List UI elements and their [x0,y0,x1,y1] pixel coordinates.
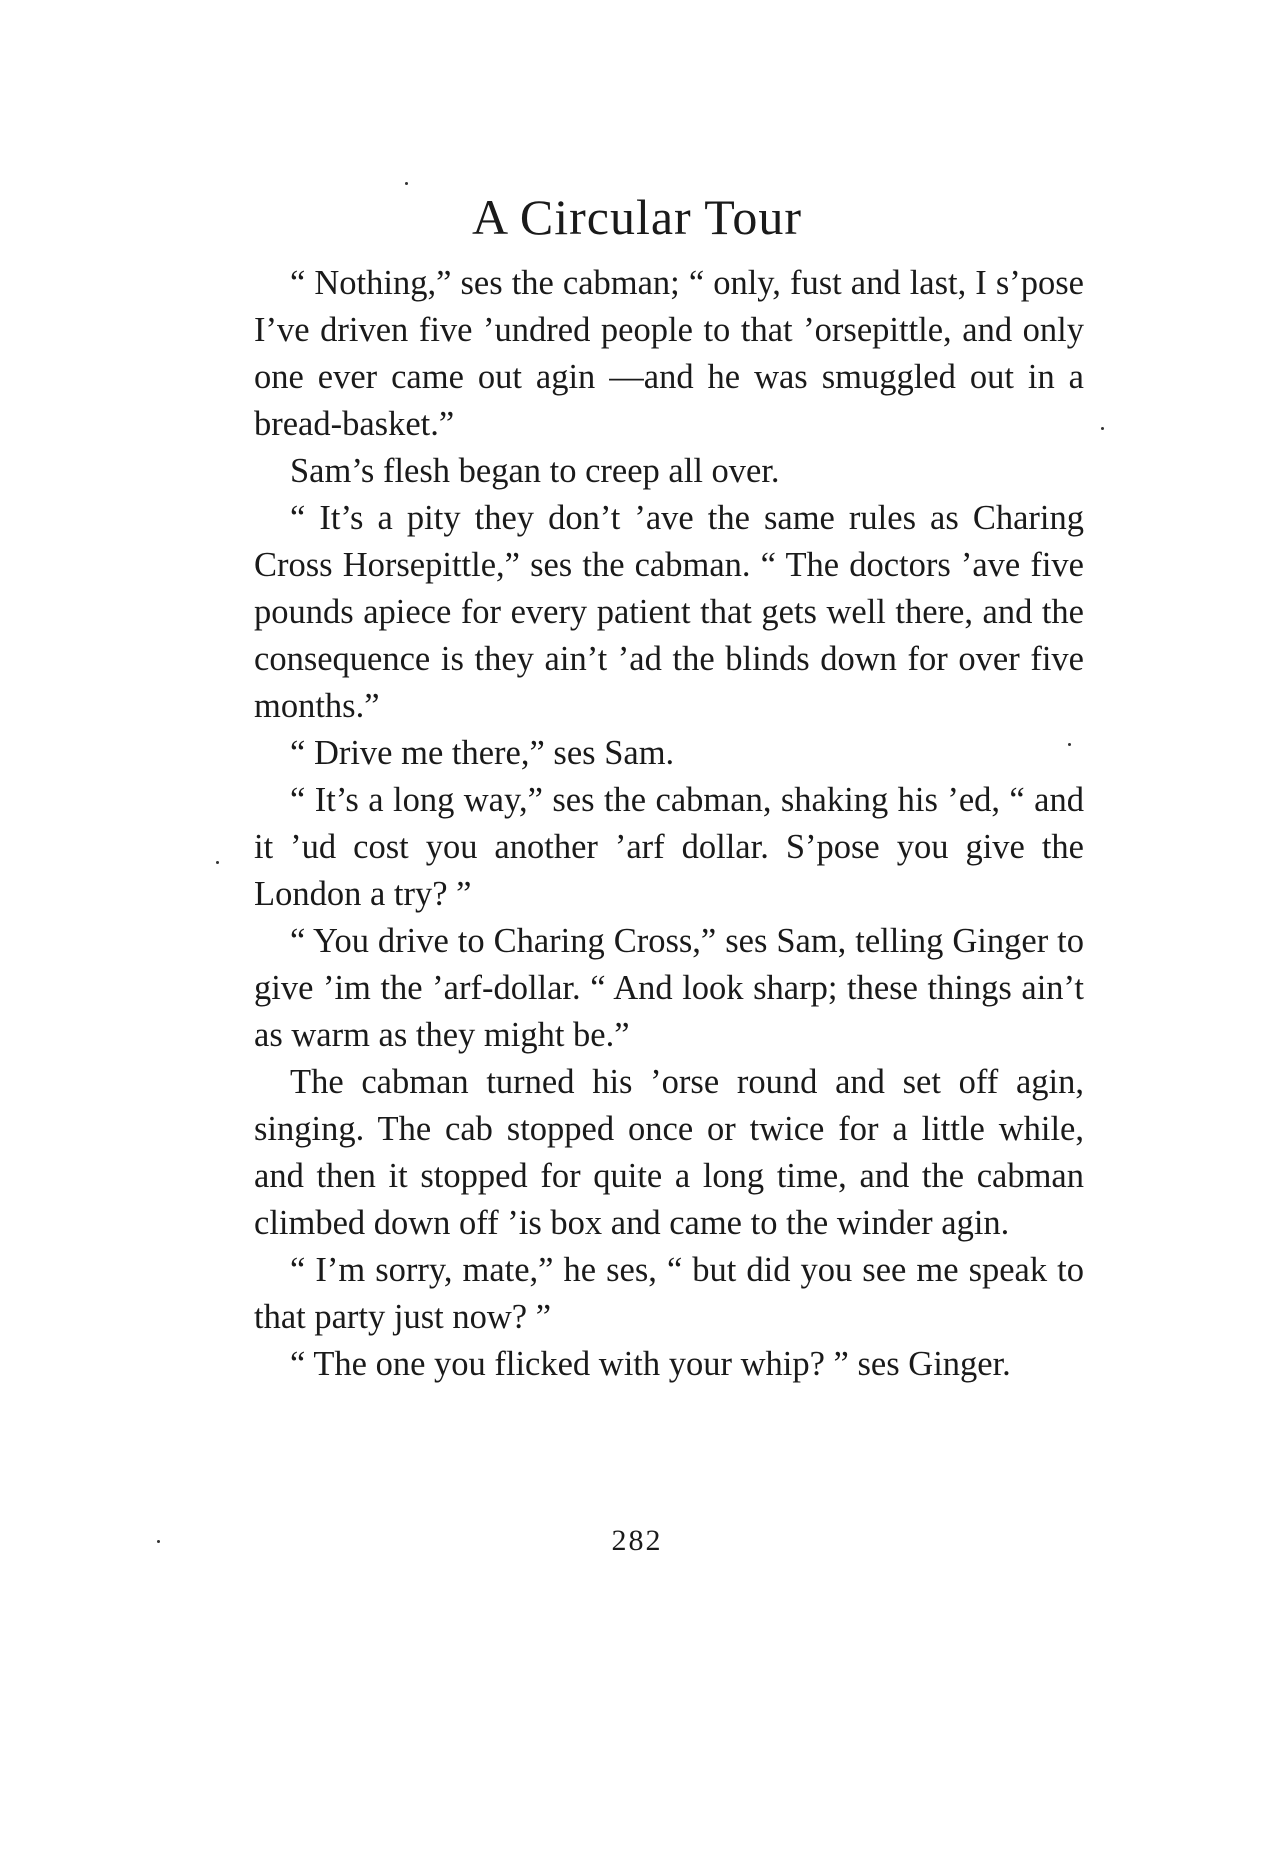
paragraph: “ Nothing,” ses the cabman; “ only, fust and last, I s’pose I’ve driven five ’undred people to that ’orsepittle, and only one ever came out agin —and he was smuggled out in a bread-basket.” [254,264,1084,443]
body-text [254,260,1084,1388]
paragraph: “ I’m sorry, mate,” he ses, “ but did you see me speak to that party just now? ” [254,1251,1084,1336]
paragraph: “ Drive me there,” ses Sam. [290,734,675,772]
page-number: 282 [611,1524,663,1557]
running-head-title: A Circular Tour [472,189,802,245]
scan-speck [216,861,219,864]
paragraph: “ It’s a pity they don’t ’ave the same rules as Charing Cross Horsepittle,” ses the cabman. “ The doctors ’ave five pounds apiece for every patient that gets well there, and the consequence is they ain’t ’ad the blinds down for over five months.” [254,499,1084,725]
scan-speck [405,182,408,185]
paragraph: Sam’s flesh began to creep all over. [290,452,780,490]
paragraph: “ The one you flicked with your whip? ” ses Ginger. [290,1345,1011,1383]
paragraph: The cabman turned his ’orse round and set off agin, singing. The cab stopped once or twice for a little while, and then it stopped for quite a long time, and the cabman climbed down off ’is box and came to the winder agin. [254,1063,1084,1242]
scan-speck [1068,743,1071,746]
paragraph: “ It’s a long way,” ses the cabman, shaking his ’ed, “ and it ’ud cost you another ’arf dollar. S’pose you give the London a try? ” [254,781,1084,913]
paragraph: “ You drive to Charing Cross,” ses Sam, telling Ginger to give ’im the ’arf-dollar. “ And look sharp; these things ain’t as warm as they might be.” [254,922,1084,1054]
scan-speck [157,1540,160,1543]
scan-speck [1101,427,1104,430]
